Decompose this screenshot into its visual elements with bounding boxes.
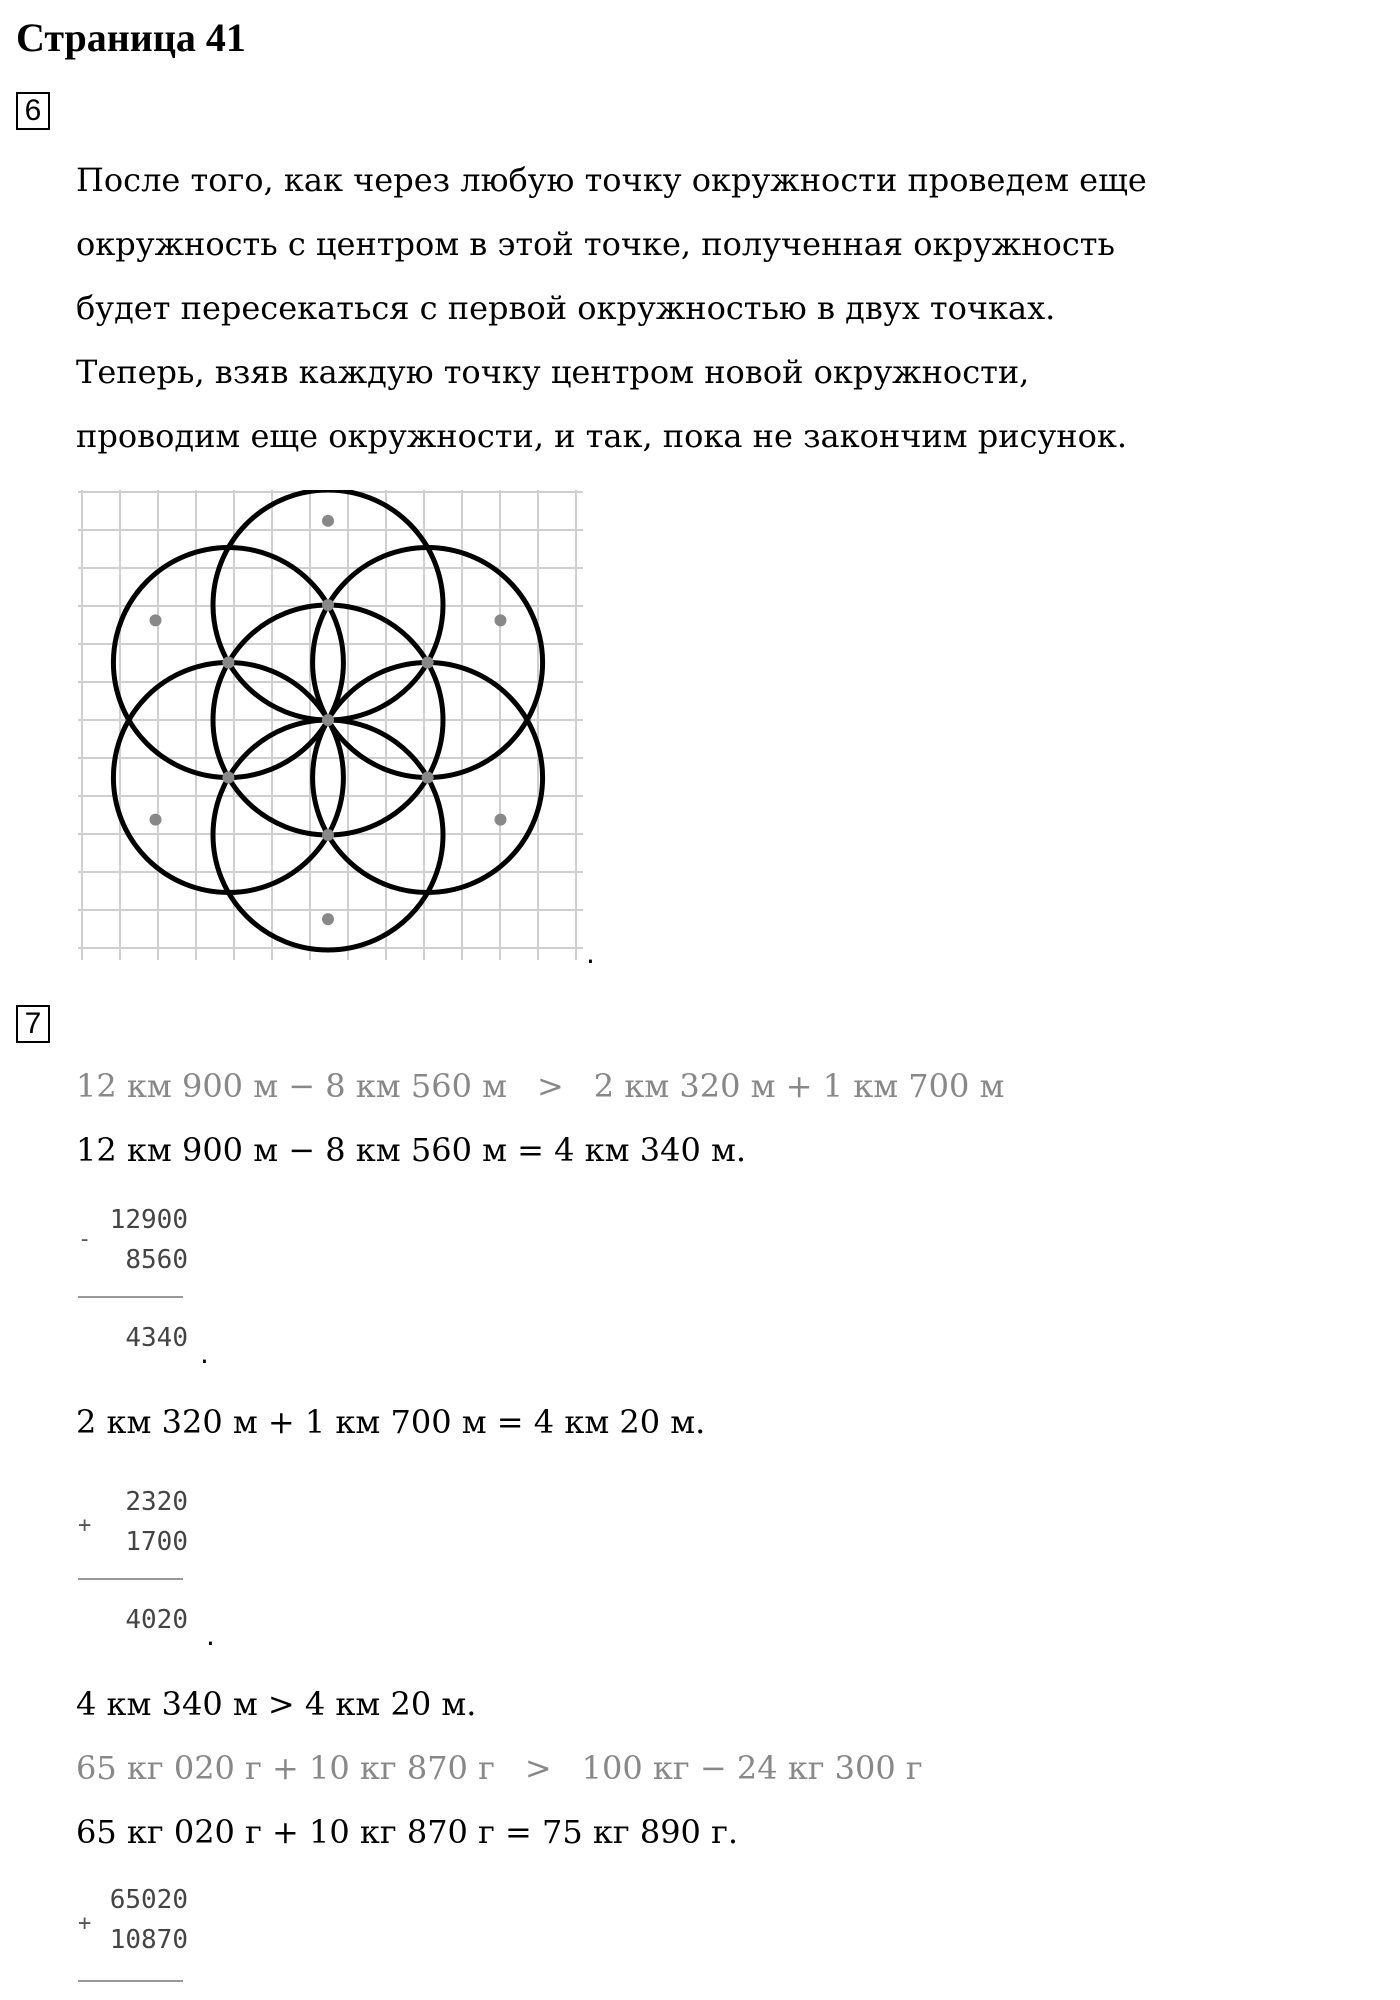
minuend: 12900 xyxy=(109,1205,188,1235)
construction-point xyxy=(322,829,334,841)
comparison-right: 2 км 320 м + 1 км 700 м xyxy=(593,1067,1005,1105)
conclusion-distance: 4 км 340 м > 4 км 20 м. xyxy=(76,1685,477,1723)
equation-subtraction: 12 км 900 м − 8 км 560 м = 4 км 340 м. xyxy=(76,1131,747,1169)
construction-point xyxy=(150,614,162,626)
plus-sign: + xyxy=(78,1911,92,1936)
subtrahend: 8560 xyxy=(125,1245,188,1275)
figure-end-dot: . xyxy=(586,937,595,970)
construction-point xyxy=(495,614,507,626)
construction-point xyxy=(322,913,334,925)
equation-addition-mass: 65 кг 020 г + 10 кг 870 г = 75 кг 890 г. xyxy=(76,1813,739,1851)
column-addition-distance xyxy=(78,1482,188,1642)
addend-2: 1700 xyxy=(125,1527,188,1557)
comparison-right: 100 кг − 24 кг 300 г xyxy=(581,1749,923,1787)
column-end-dot: . xyxy=(206,1619,215,1652)
circles-figure xyxy=(78,490,598,974)
comparison-left: 12 км 900 м − 8 км 560 м xyxy=(76,1067,507,1105)
comparison-mass xyxy=(76,1748,923,1788)
difference: 4340 xyxy=(125,1323,188,1353)
construction-point xyxy=(422,657,434,669)
sum: 4020 xyxy=(125,1605,188,1635)
construction-point xyxy=(150,814,162,826)
task6-line: проводим еще окружности, и так, пока не закончим рисунок. xyxy=(76,417,1128,455)
task6-line: окружность с центром в этой точке, полученная окружность xyxy=(76,225,1115,263)
circles-drawing xyxy=(78,490,598,970)
page-title: Страница 41 xyxy=(16,15,246,60)
comparison-distance xyxy=(76,1066,1004,1106)
comparison-sign: > xyxy=(536,1067,564,1105)
task6-line: После того, как через любую точку окружности проведем еще xyxy=(76,161,1147,199)
task-number-6: 6 xyxy=(16,92,50,130)
column-addition-mass xyxy=(78,1880,188,1992)
construction-point xyxy=(322,515,334,527)
construction-point xyxy=(222,772,234,784)
task6-line: Теперь, взяв каждую точку центром новой окружности, xyxy=(76,353,1030,391)
plus-sign: + xyxy=(78,1513,92,1538)
task-number-7: 7 xyxy=(16,1005,50,1043)
construction-point xyxy=(422,772,434,784)
column-subtraction xyxy=(78,1200,188,1360)
construction-point xyxy=(495,814,507,826)
addend-1: 65020 xyxy=(109,1885,188,1915)
equation-addition-distance: 2 км 320 м + 1 км 700 м = 4 км 20 м. xyxy=(76,1403,706,1441)
addend-2: 10870 xyxy=(109,1925,188,1955)
column-rule xyxy=(78,1578,183,1580)
construction-point xyxy=(322,599,334,611)
task6-line: будет пересекаться с первой окружностью в двух точках. xyxy=(76,289,1056,327)
addend-1: 2320 xyxy=(125,1487,188,1517)
task6-text xyxy=(76,148,1147,468)
minus-sign: - xyxy=(78,1227,92,1252)
construction-point xyxy=(322,714,334,726)
comparison-left: 65 кг 020 г + 10 кг 870 г xyxy=(76,1749,495,1787)
column-rule xyxy=(78,1296,183,1298)
column-rule xyxy=(78,1980,183,1982)
comparison-sign: > xyxy=(524,1749,552,1787)
column-end-dot: . xyxy=(200,1337,209,1370)
construction-point xyxy=(222,657,234,669)
